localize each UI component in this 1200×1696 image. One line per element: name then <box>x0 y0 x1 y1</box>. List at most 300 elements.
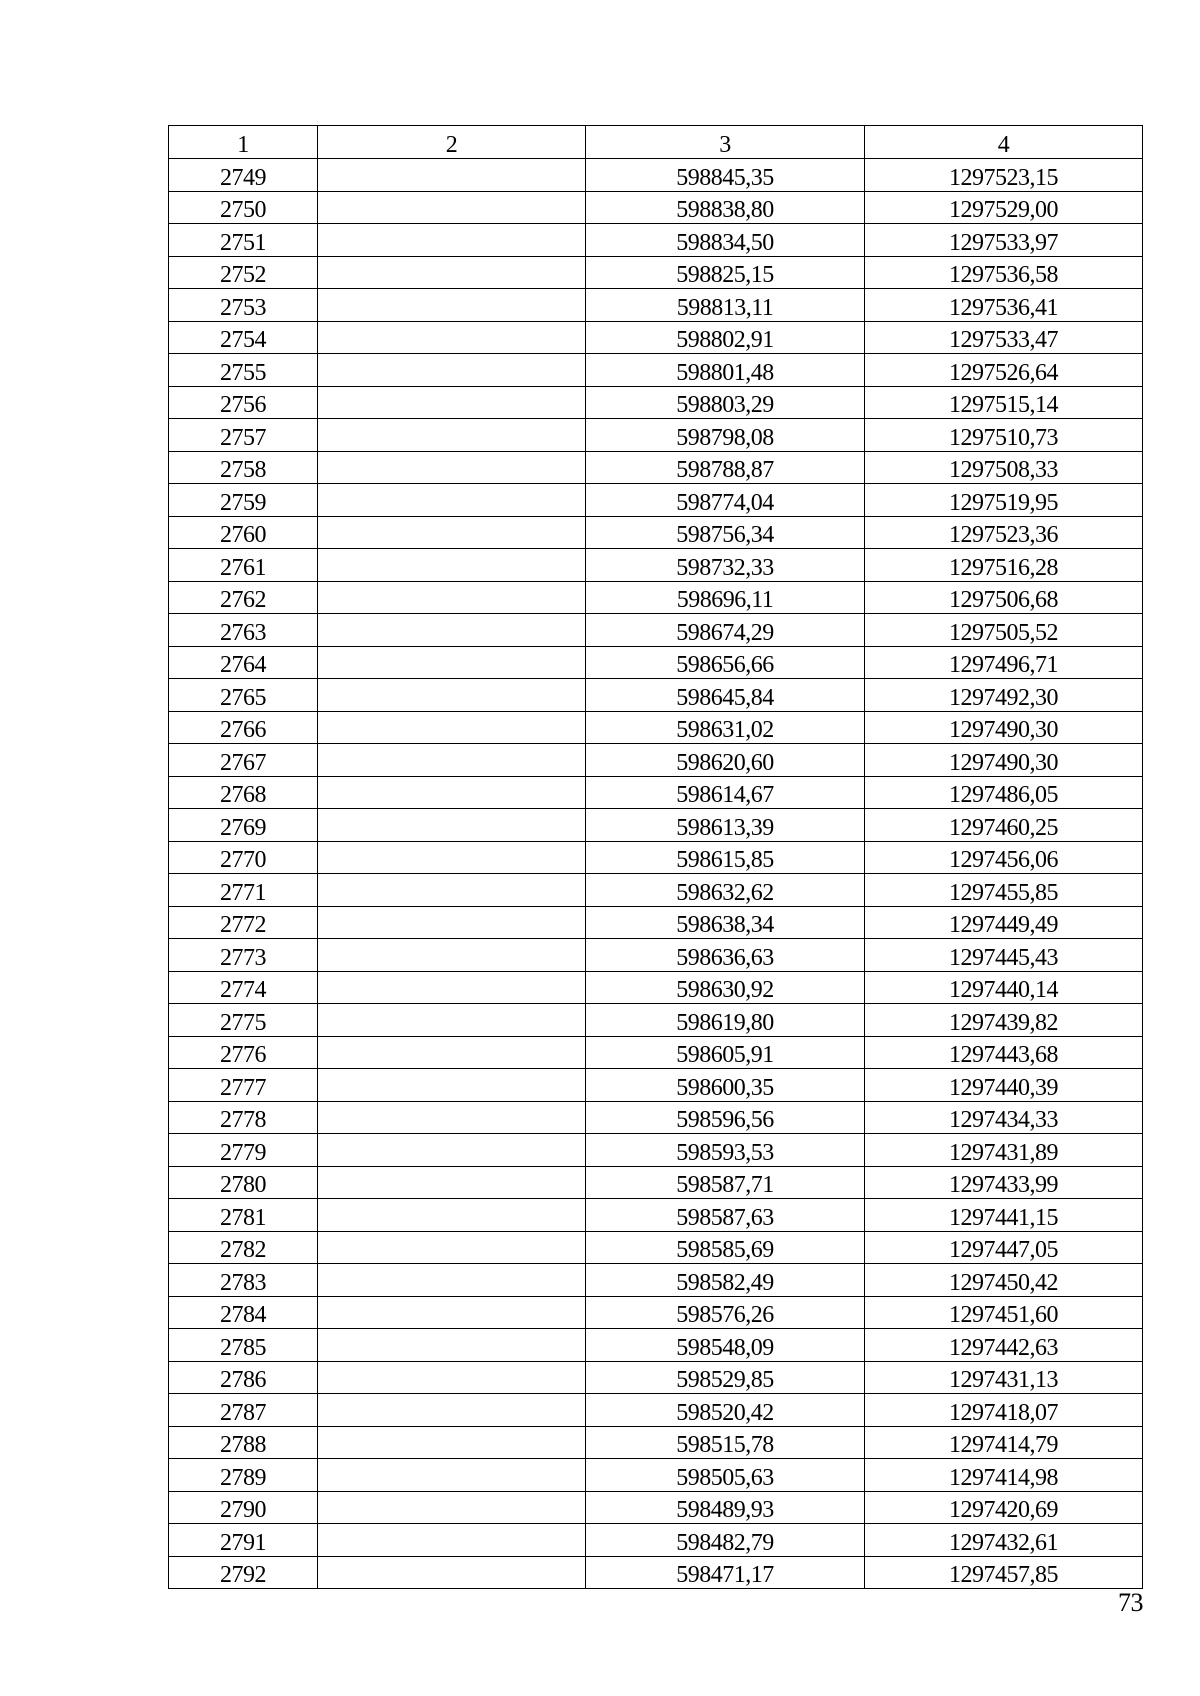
cell-text: 1297433,99 <box>949 1172 1058 1198</box>
cell-text: 1297533,47 <box>949 327 1058 353</box>
table-row <box>169 516 1143 549</box>
table-row <box>169 191 1143 224</box>
cell-text: 1297432,61 <box>949 1529 1058 1556</box>
cell-text: 598845,35 <box>676 164 774 191</box>
cell-text: 2780 <box>220 1172 266 1198</box>
y-coordinate-cell <box>865 1101 1143 1134</box>
cell-text: 598631,02 <box>676 717 774 743</box>
point-number-cell <box>169 1069 318 1102</box>
cell-text: 598656,66 <box>676 652 774 678</box>
description-cell <box>318 1491 586 1524</box>
point-number-cell <box>169 1361 318 1394</box>
description-cell <box>318 1166 586 1199</box>
cell-text: 598813,11 <box>676 294 774 321</box>
cell-text: 2787 <box>220 1399 266 1426</box>
x-coordinate-cell <box>586 1329 865 1362</box>
cell-text: 2764 <box>220 652 266 678</box>
description-cell <box>318 419 586 452</box>
cell-text: 598489,93 <box>676 1497 774 1523</box>
x-coordinate-cell <box>586 1264 865 1297</box>
cell-text: 598802,91 <box>676 327 774 353</box>
table-row <box>169 1004 1143 1037</box>
x-coordinate-cell <box>586 614 865 647</box>
y-coordinate-cell <box>865 679 1143 712</box>
description-cell <box>318 159 586 192</box>
point-number-cell <box>169 1491 318 1524</box>
x-coordinate-cell <box>586 1101 865 1134</box>
description-cell <box>318 939 586 972</box>
x-coordinate-cell <box>586 971 865 1004</box>
x-coordinate-cell <box>586 256 865 289</box>
x-coordinate-cell <box>586 776 865 809</box>
cell-text: 598582,49 <box>676 1269 774 1296</box>
description-cell <box>318 1004 586 1037</box>
x-coordinate-cell <box>586 1069 865 1102</box>
y-coordinate-cell <box>865 1296 1143 1329</box>
y-coordinate-cell <box>865 1459 1143 1492</box>
cell-text: 2784 <box>220 1302 266 1328</box>
y-coordinate-cell <box>865 1036 1143 1069</box>
cell-text: 1297455,85 <box>949 879 1058 906</box>
cell-text: 598638,34 <box>676 912 774 938</box>
description-cell <box>318 874 586 907</box>
x-coordinate-cell <box>586 1459 865 1492</box>
point-number-cell <box>169 1329 318 1362</box>
cell-text: 1297510,73 <box>949 424 1058 451</box>
cell-text: 1297523,15 <box>949 164 1058 191</box>
y-coordinate-cell <box>865 1231 1143 1264</box>
table-row <box>169 289 1143 322</box>
table-row <box>169 1101 1143 1134</box>
y-coordinate-cell <box>865 744 1143 777</box>
table-row <box>169 1231 1143 1264</box>
table-row <box>169 744 1143 777</box>
point-number-cell <box>169 1264 318 1297</box>
description-cell <box>318 776 586 809</box>
y-coordinate-cell <box>865 971 1143 1004</box>
cell-text: 598600,35 <box>676 1074 774 1101</box>
cell-text: 1297440,14 <box>949 977 1058 1003</box>
cell-text: 1297529,00 <box>949 197 1058 223</box>
cell-text: 1297492,30 <box>949 684 1058 711</box>
cell-text: 2786 <box>220 1367 266 1393</box>
x-coordinate-cell <box>586 1296 865 1329</box>
cell-text: 2755 <box>220 359 266 386</box>
description-cell <box>318 1069 586 1102</box>
cell-text: 2774 <box>220 977 266 1003</box>
description-cell <box>318 971 586 1004</box>
point-number-cell <box>169 1394 318 1427</box>
cell-text: 1297420,69 <box>949 1497 1058 1523</box>
y-coordinate-cell <box>865 581 1143 614</box>
point-number-cell <box>169 809 318 842</box>
cell-text: 598834,50 <box>676 229 774 256</box>
cell-text: 2756 <box>220 392 266 418</box>
cell-text: 1297442,63 <box>949 1334 1058 1361</box>
table-row <box>169 1296 1143 1329</box>
x-coordinate-cell <box>586 386 865 419</box>
table-row <box>169 419 1143 452</box>
x-coordinate-cell <box>586 1036 865 1069</box>
table-row <box>169 1524 1143 1557</box>
cell-text: 2762 <box>220 587 266 613</box>
cell-text: 2760 <box>220 522 266 548</box>
cell-text: 1297536,58 <box>949 262 1058 288</box>
cell-text: 598596,56 <box>676 1107 774 1133</box>
table-row <box>169 711 1143 744</box>
table-row <box>169 939 1143 972</box>
cell-text: 1297515,14 <box>949 392 1058 418</box>
cell-text: 598613,39 <box>676 814 774 841</box>
cell-text: 1297434,33 <box>949 1107 1058 1133</box>
point-number-cell <box>169 1101 318 1134</box>
x-coordinate-cell <box>586 906 865 939</box>
y-coordinate-cell <box>865 159 1143 192</box>
point-number-cell <box>169 1004 318 1037</box>
description-cell <box>318 484 586 517</box>
x-coordinate-cell <box>586 581 865 614</box>
cell-text: 598632,62 <box>676 879 774 906</box>
y-coordinate-cell <box>865 1524 1143 1557</box>
x-coordinate-cell <box>586 744 865 777</box>
cell-text: 598619,80 <box>676 1009 774 1036</box>
table-row <box>169 1556 1143 1589</box>
cell-text: 2751 <box>220 229 266 256</box>
point-number-cell <box>169 646 318 679</box>
cell-text: 2753 <box>220 294 266 321</box>
table-row <box>169 874 1143 907</box>
description-cell <box>318 1524 586 1557</box>
description-cell <box>318 809 586 842</box>
cell-text: 598756,34 <box>676 522 774 548</box>
description-cell <box>318 191 586 224</box>
cell-text: 2765 <box>220 684 266 711</box>
cell-text: 2781 <box>220 1204 266 1231</box>
cell-text: 1297508,33 <box>949 457 1058 483</box>
point-number-cell <box>169 321 318 354</box>
description-cell <box>318 321 586 354</box>
cell-text: 2792 <box>220 1562 266 1588</box>
x-coordinate-cell <box>586 451 865 484</box>
column-header-4: 4 <box>865 126 1143 159</box>
x-coordinate-cell <box>586 711 865 744</box>
cell-text: 1297490,30 <box>949 717 1058 743</box>
description-cell <box>318 1394 586 1427</box>
x-coordinate-cell <box>586 191 865 224</box>
point-number-cell <box>169 224 318 257</box>
description-cell <box>318 289 586 322</box>
point-number-cell <box>169 679 318 712</box>
point-number-cell <box>169 256 318 289</box>
table-row <box>169 646 1143 679</box>
cell-text: 2782 <box>220 1237 266 1263</box>
description-cell <box>318 711 586 744</box>
x-coordinate-cell <box>586 1491 865 1524</box>
cell-text: 1297490,30 <box>949 749 1058 776</box>
cell-text: 1297449,49 <box>949 912 1058 938</box>
cell-text: 2758 <box>220 457 266 483</box>
cell-text: 2752 <box>220 262 266 288</box>
y-coordinate-cell <box>865 1134 1143 1167</box>
cell-text: 2783 <box>220 1269 266 1296</box>
cell-text: 598605,91 <box>676 1042 774 1068</box>
point-number-cell <box>169 906 318 939</box>
y-coordinate-cell <box>865 289 1143 322</box>
cell-text: 2750 <box>220 197 266 223</box>
table-row <box>169 1329 1143 1362</box>
cell-text: 598838,80 <box>676 197 774 223</box>
y-coordinate-cell <box>865 191 1143 224</box>
table-row <box>169 1426 1143 1459</box>
point-number-cell <box>169 1459 318 1492</box>
cell-text: 2768 <box>220 782 266 808</box>
table-row <box>169 581 1143 614</box>
point-number-cell <box>169 841 318 874</box>
x-coordinate-cell <box>586 841 865 874</box>
cell-text: 1297439,82 <box>949 1009 1058 1036</box>
cell-text: 2761 <box>220 554 266 581</box>
cell-text: 1297451,60 <box>949 1302 1058 1328</box>
cell-text: 598587,71 <box>676 1172 774 1198</box>
x-coordinate-cell <box>586 646 865 679</box>
cell-text: 598645,84 <box>676 684 774 711</box>
point-number-cell <box>169 614 318 647</box>
y-coordinate-cell <box>865 1199 1143 1232</box>
y-coordinate-cell <box>865 1166 1143 1199</box>
x-coordinate-cell <box>586 939 865 972</box>
description-cell <box>318 614 586 647</box>
cell-text: 598630,92 <box>676 977 774 1003</box>
description-cell <box>318 1134 586 1167</box>
description-cell <box>318 1361 586 1394</box>
cell-text: 598801,48 <box>676 359 774 386</box>
description-cell <box>318 1296 586 1329</box>
cell-text: 1297536,41 <box>949 294 1058 321</box>
table-row <box>169 1134 1143 1167</box>
y-coordinate-cell <box>865 1069 1143 1102</box>
x-coordinate-cell <box>586 159 865 192</box>
table-row <box>169 776 1143 809</box>
cell-text: 2769 <box>220 814 266 841</box>
table-row <box>169 451 1143 484</box>
cell-text: 1297440,39 <box>949 1074 1058 1101</box>
cell-text: 598585,69 <box>676 1237 774 1263</box>
description-cell <box>318 906 586 939</box>
y-coordinate-cell <box>865 1361 1143 1394</box>
point-number-cell <box>169 354 318 387</box>
description-cell <box>318 581 586 614</box>
description-cell <box>318 1556 586 1589</box>
y-coordinate-cell <box>865 711 1143 744</box>
point-number-cell <box>169 549 318 582</box>
cell-text: 1297516,28 <box>949 554 1058 581</box>
cell-text: 1297457,85 <box>949 1562 1058 1588</box>
point-number-cell <box>169 289 318 322</box>
cell-text: 1297450,42 <box>949 1269 1058 1296</box>
cell-text: 2785 <box>220 1334 266 1361</box>
y-coordinate-cell <box>865 614 1143 647</box>
x-coordinate-cell <box>586 549 865 582</box>
cell-text: 598529,85 <box>676 1367 774 1393</box>
table-row <box>169 484 1143 517</box>
y-coordinate-cell <box>865 1426 1143 1459</box>
cell-text: 598788,87 <box>676 457 774 483</box>
table-row <box>169 321 1143 354</box>
cell-text: 1297526,64 <box>949 359 1058 386</box>
table-row <box>169 906 1143 939</box>
cell-text: 1297431,13 <box>949 1367 1058 1393</box>
cell-text: 2766 <box>220 717 266 743</box>
y-coordinate-cell <box>865 874 1143 907</box>
y-coordinate-cell <box>865 1329 1143 1362</box>
table-row <box>169 354 1143 387</box>
point-number-cell <box>169 1166 318 1199</box>
cell-text: 1297496,71 <box>949 652 1058 678</box>
cell-text: 1297443,68 <box>949 1042 1058 1068</box>
x-coordinate-cell <box>586 1166 865 1199</box>
description-cell <box>318 1264 586 1297</box>
cell-text: 1297486,05 <box>949 782 1058 808</box>
table-row <box>169 1264 1143 1297</box>
point-number-cell <box>169 386 318 419</box>
cell-text: 1297414,98 <box>949 1464 1058 1491</box>
description-cell <box>318 1426 586 1459</box>
cell-text: 598520,42 <box>676 1399 774 1426</box>
table-row <box>169 224 1143 257</box>
cell-text: 1297414,79 <box>949 1432 1058 1458</box>
cell-text: 598615,85 <box>676 847 774 873</box>
cell-text: 598636,63 <box>676 944 774 971</box>
point-number-cell <box>169 971 318 1004</box>
y-coordinate-cell <box>865 841 1143 874</box>
cell-text: 1297418,07 <box>949 1399 1058 1426</box>
description-cell <box>318 1101 586 1134</box>
cell-text: 598774,04 <box>676 489 774 516</box>
cell-text: 2778 <box>220 1107 266 1133</box>
x-coordinate-cell <box>586 516 865 549</box>
description-cell <box>318 744 586 777</box>
cell-text: 1297445,43 <box>949 944 1058 971</box>
description-cell <box>318 451 586 484</box>
description-cell <box>318 1459 586 1492</box>
table-row <box>169 841 1143 874</box>
description-cell <box>318 354 586 387</box>
cell-text: 2779 <box>220 1139 266 1166</box>
point-number-cell <box>169 776 318 809</box>
x-coordinate-cell <box>586 419 865 452</box>
cell-text: 1297519,95 <box>949 489 1058 516</box>
y-coordinate-cell <box>865 321 1143 354</box>
column-header-3: 3 <box>586 126 865 159</box>
point-number-cell <box>169 516 318 549</box>
table-row <box>169 614 1143 647</box>
point-number-cell <box>169 1036 318 1069</box>
table-row <box>169 1199 1143 1232</box>
description-cell <box>318 679 586 712</box>
cell-text: 2757 <box>220 424 266 451</box>
point-number-cell <box>169 1524 318 1557</box>
cell-text: 1297456,06 <box>949 847 1058 873</box>
cell-text: 598803,29 <box>676 392 774 418</box>
cell-text: 1297441,15 <box>949 1204 1058 1231</box>
cell-text: 2754 <box>220 327 266 353</box>
description-cell <box>318 1036 586 1069</box>
table-row <box>169 809 1143 842</box>
point-number-cell <box>169 419 318 452</box>
y-coordinate-cell <box>865 939 1143 972</box>
description-cell <box>318 386 586 419</box>
y-coordinate-cell <box>865 484 1143 517</box>
cell-text: 1297431,89 <box>949 1139 1058 1166</box>
y-coordinate-cell <box>865 451 1143 484</box>
cell-text: 1297447,05 <box>949 1237 1058 1263</box>
cell-text: 1297506,68 <box>949 587 1058 613</box>
cell-text: 2791 <box>220 1529 266 1556</box>
cell-text: 598471,17 <box>676 1562 774 1588</box>
y-coordinate-cell <box>865 549 1143 582</box>
cell-text: 598620,60 <box>676 749 774 776</box>
cell-text: 1297505,52 <box>949 619 1058 646</box>
point-number-cell <box>169 1426 318 1459</box>
point-number-cell <box>169 1134 318 1167</box>
table-row <box>169 1036 1143 1069</box>
description-cell <box>318 1329 586 1362</box>
x-coordinate-cell <box>586 321 865 354</box>
point-number-cell <box>169 581 318 614</box>
cell-text: 2789 <box>220 1464 266 1491</box>
cell-text: 2775 <box>220 1009 266 1036</box>
table-row <box>169 1069 1143 1102</box>
cell-text: 598614,67 <box>676 782 774 808</box>
y-coordinate-cell <box>865 419 1143 452</box>
cell-text: 2767 <box>220 749 266 776</box>
point-number-cell <box>169 1296 318 1329</box>
column-header-2: 2 <box>318 126 586 159</box>
table-row <box>169 386 1143 419</box>
y-coordinate-cell <box>865 776 1143 809</box>
y-coordinate-cell <box>865 386 1143 419</box>
table-row <box>169 1394 1143 1427</box>
cell-text: 598825,15 <box>676 262 774 288</box>
description-cell <box>318 1231 586 1264</box>
y-coordinate-cell <box>865 646 1143 679</box>
description-cell <box>318 516 586 549</box>
cell-text: 598593,53 <box>676 1139 774 1166</box>
cell-text: 598482,79 <box>676 1529 774 1556</box>
y-coordinate-cell <box>865 1394 1143 1427</box>
point-number-cell <box>169 874 318 907</box>
y-coordinate-cell <box>865 1264 1143 1297</box>
column-header-1: 1 <box>169 126 318 159</box>
y-coordinate-cell <box>865 906 1143 939</box>
x-coordinate-cell <box>586 1231 865 1264</box>
cell-text: 2772 <box>220 912 266 938</box>
cell-text: 598674,29 <box>676 619 774 646</box>
table-row <box>169 159 1143 192</box>
description-cell <box>318 256 586 289</box>
x-coordinate-cell <box>586 809 865 842</box>
point-number-cell <box>169 1199 318 1232</box>
point-number-cell <box>169 159 318 192</box>
point-number-cell <box>169 939 318 972</box>
table-row <box>169 256 1143 289</box>
cell-text: 598505,63 <box>676 1464 774 1491</box>
table-header-row <box>169 126 1143 159</box>
y-coordinate-cell <box>865 809 1143 842</box>
point-number-cell <box>169 451 318 484</box>
cell-text: 598587,63 <box>676 1204 774 1231</box>
y-coordinate-cell <box>865 354 1143 387</box>
